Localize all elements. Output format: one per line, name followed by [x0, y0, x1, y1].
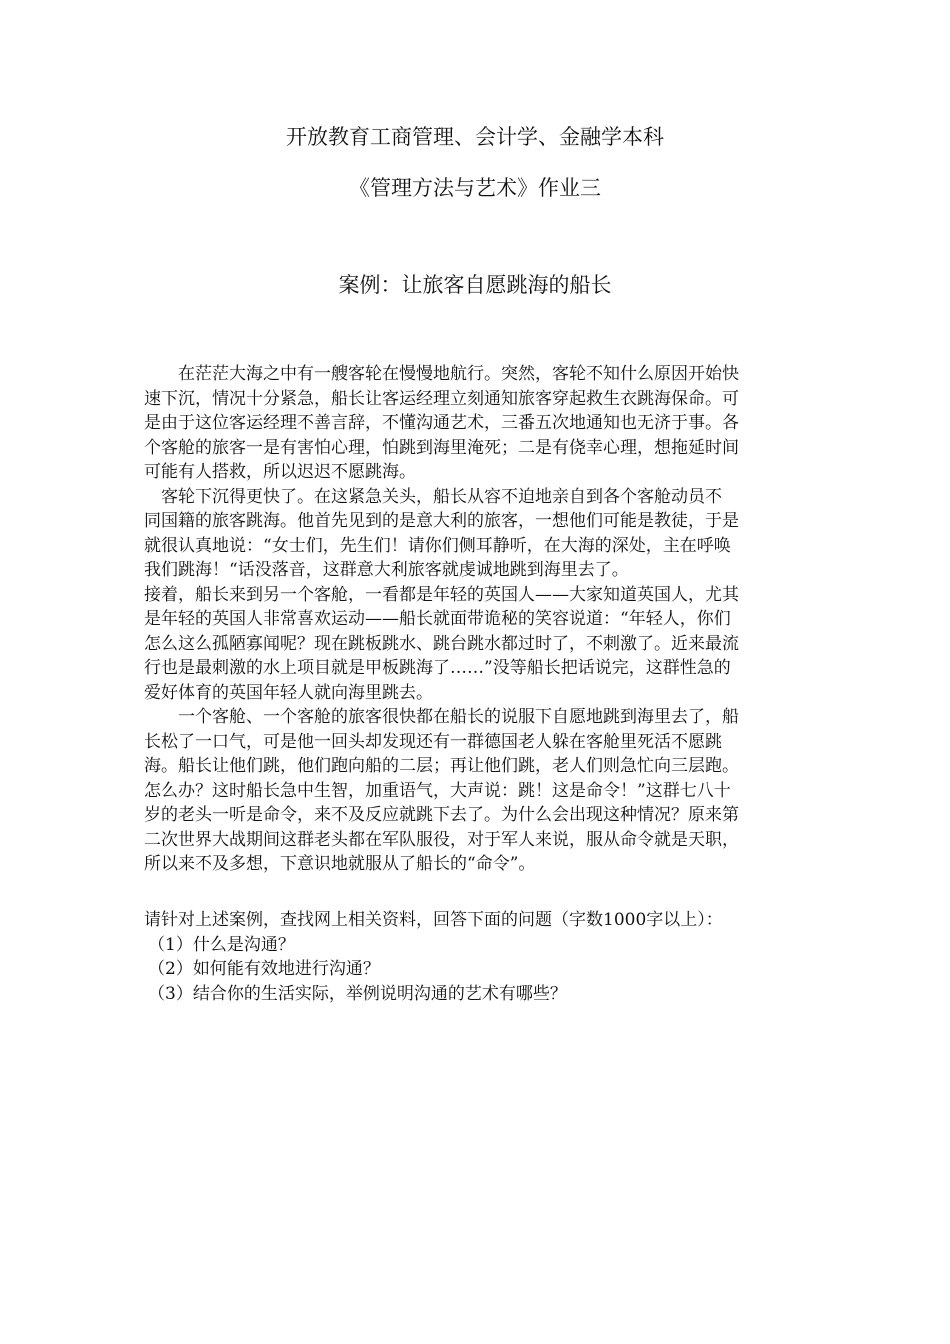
story-line: 怎么这么孤陋寡闻呢？现在跳板跳水、跳台跳水都过时了，不刺激了。近来最流 — [144, 633, 739, 654]
story-line: 在茫茫大海之中有一艘客轮在慢慢地航行。突然，客轮不知什么原因开始快 — [144, 364, 739, 384]
story-line: 一个客舱、一个客舱的旅客很快都在船长的说服下自愿地跳到海里去了，船 — [144, 707, 739, 727]
question-item: （2）如何能有效地进行沟通？ — [148, 959, 380, 979]
story-line: 所以来不及多想，下意识地就服从了船长的“命令”。 — [144, 854, 536, 874]
assignment-prompt: 请针对上述案例，查找网上相关资料，回答下面的问题（字数1000字以上）： — [144, 910, 723, 930]
question-item: （1）什么是沟通？ — [148, 934, 295, 955]
story-line: 是由于这位客运经理不善言辞，不懂沟通艺术，三番五次地通知也无济于事。各 — [144, 413, 739, 433]
story-line: 岁的老头一听是命令，来不及反应就跳下去了。为什么会出现这种情况？原来第 — [144, 805, 739, 825]
document-title-line2: 《管理方法与艺术》作业三 — [349, 176, 601, 200]
story-line: 就很认真地说：“女士们，先生们！请你们侧耳静听，在大海的深处，主在呼唤 — [144, 535, 731, 556]
story-line: 速下沉，情况十分紧急，船长让客运经理立刻通知旅客穿起救生衣跳海保命。可 — [144, 388, 739, 409]
story-line: 长松了一口气，可是他一回头却发现还有一群德国老人躲在客舱里死活不愿跳 — [144, 731, 722, 752]
story-line: 是年轻的英国人非常喜欢运动——船长就面带诡秘的笑容说道：“年轻人，你们 — [144, 609, 731, 629]
story-line: 可能有人搭救，所以迟迟不愿跳海。 — [144, 462, 416, 482]
story-line: 二次世界大战期间这群老头都在军队服役，对于军人来说，服从命令就是天职， — [144, 829, 739, 850]
question-item: （3）结合你的生活实际，举例说明沟通的艺术有哪些？ — [148, 983, 567, 1004]
case-story — [144, 362, 824, 877]
assignment-section — [144, 908, 824, 1006]
story-line: 同国籍的旅客跳海。他首先见到的是意大利的旅客，一想他们可能是教徒，于是 — [144, 511, 739, 531]
story-line: 海。船长让他们跳，他们跑向船的二层；再让他们跳，老人们则急忙向三层跑。 — [144, 756, 739, 776]
document-title-line1: 开放教育工商管理、会计学、金融学本科 — [286, 125, 664, 149]
story-line: 行也是最刺激的水上项目就是甲板跳海了……”没等船长把话说完，这群性急的 — [144, 658, 731, 678]
case-title: 案例：让旅客自愿跳海的船长 — [338, 273, 612, 297]
story-line: 客轮下沉得更快了。在这紧急关头，船长从容不迫地亲自到各个客舱动员不 — [144, 486, 722, 507]
story-line: 怎么办？这时船长急中生智，加重语气，大声说：跳！这是命令！”这群七八十 — [144, 780, 731, 801]
story-line: 我们跳海！“话没落音，这群意大利旅客就虔诚地跳到海里去了。 — [144, 560, 629, 580]
story-line: 个客舱的旅客一是有害怕心理，怕跳到海里淹死；二是有侥幸心理，想拖延时间 — [144, 437, 739, 458]
story-line: 接着，船长来到另一个客舱，一看都是年轻的英国人——大家知道英国人，尤其 — [144, 584, 739, 605]
story-line: 爱好体育的英国年轻人就向海里跳去。 — [144, 682, 433, 703]
